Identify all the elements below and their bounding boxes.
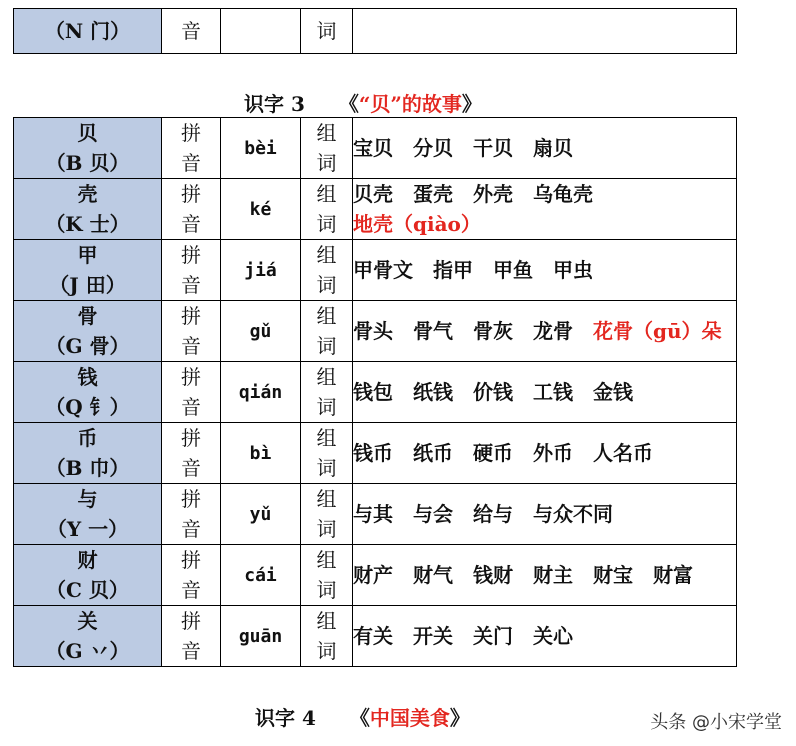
pinyin-label: 拼音 [181,121,201,175]
char-hint: （N 门） [44,19,131,43]
words-cell [353,362,737,423]
words: 与其 与会 给与 与众不同 [353,502,613,526]
pinyin-label-cell [162,362,221,423]
word-label-cell [301,545,353,606]
char-cell [14,118,162,179]
pinyin: gǔ [249,320,272,342]
char: 壳 [77,182,98,206]
words: 财产 财气 钱财 财主 财宝 财富 [353,563,693,587]
word-label-cell [301,606,353,667]
table-row [14,545,737,606]
pinyin: jiá [244,259,277,281]
pinyin: guān [238,625,283,647]
char-hint: （J 田） [49,273,126,297]
char: 钱 [77,365,98,389]
section4-label: 识字 4 [255,706,316,730]
title-close: 》 [461,92,482,116]
word-label-cell [301,9,353,54]
table-row [14,484,737,545]
char: 财 [77,548,98,572]
pinyin-label-cell [162,606,221,667]
pinyin-label: 拼音 [181,609,201,663]
pinyin-cell [221,362,301,423]
pinyin-cell [221,179,301,240]
table-row [14,362,737,423]
section3-table [13,117,737,667]
word-label-cell [301,362,353,423]
words: 宝贝 分贝 干贝 扇贝 [353,136,573,160]
char: 骨 [77,304,98,328]
table-row [14,179,737,240]
pinyin-cell [221,118,301,179]
words-cell [353,179,737,240]
section4-title-red: 中国美食 [369,706,450,730]
pinyin-label-cell [162,240,221,301]
char: 贝 [77,121,98,145]
pinyin-cell [221,484,301,545]
char-hint: （Q 钅） [45,395,130,419]
word-label: 组词 [316,548,337,602]
char-cell [14,606,162,667]
words-cell [353,606,737,667]
char-cell [14,240,162,301]
top-table [13,8,737,54]
pinyin-label: 音 [181,19,201,43]
pinyin-cell [221,606,301,667]
pinyin: yǔ [249,503,272,525]
char-hint: （Y 一） [46,517,129,541]
char: 币 [77,426,98,450]
table-row [14,118,737,179]
word-label-cell [301,118,353,179]
word-label-cell [301,240,353,301]
word-label: 组词 [316,426,337,480]
char-hint: （B 巾） [45,456,130,480]
title-open: 《 [338,92,359,116]
word-label: 组词 [316,609,337,663]
char-cell [14,484,162,545]
char-cell [14,362,162,423]
table-row [14,240,737,301]
word-label: 组词 [316,121,337,175]
words-cell [353,484,737,545]
words: 钱币 纸币 硬币 外币 人名币 [353,441,653,465]
pinyin-label: 拼音 [181,548,201,602]
words: 骨头 骨气 骨灰 龙骨 [353,319,593,343]
table-row [14,606,737,667]
words-cell [353,118,737,179]
char-cell [14,423,162,484]
words-red: 花骨（gū）朵 [593,319,722,343]
section3-label: 识字 3 [244,92,305,116]
words-cell [353,240,737,301]
word-label: 词 [316,19,337,43]
pinyin-label: 拼音 [181,182,201,236]
words-red: 地壳（qiào） [353,212,481,236]
word-label-cell [301,179,353,240]
table-row [14,423,737,484]
pinyin-label-cell [162,545,221,606]
pinyin-cell [221,423,301,484]
pinyin-label-cell [162,484,221,545]
title-close: 》 [449,706,470,730]
word-label: 组词 [316,365,337,419]
words: 有关 开关 关门 关心 [353,624,573,648]
watermark: 头条 @小宋学堂 [650,712,782,733]
char-hint: （B 贝） [45,151,130,175]
char-hint: （G 骨） [45,334,130,358]
pinyin-cell [221,9,301,54]
pinyin: bì [249,442,272,464]
pinyin-label-cell [162,9,221,54]
pinyin-label-cell [162,179,221,240]
word-label: 组词 [316,304,337,358]
words: 贝壳 蛋壳 外壳 乌龟壳 [353,182,613,206]
word-label: 组词 [316,182,337,236]
section4-title [255,702,470,731]
pinyin-label: 拼音 [181,304,201,358]
words-cell [353,9,737,54]
pinyin-label: 拼音 [181,487,201,541]
words-cell [353,545,737,606]
word-label-cell [301,301,353,362]
word-label-cell [301,423,353,484]
title-open: 《 [349,706,370,730]
char: 与 [77,487,98,511]
section3-title-red: “贝”的故事 [358,92,462,116]
pinyin: ké [249,198,272,220]
char-hint: （G 丷） [45,639,130,663]
pinyin-cell [221,545,301,606]
pinyin-label-cell [162,301,221,362]
char-cell [14,9,162,54]
pinyin: bèi [244,137,277,159]
table-row [14,301,737,362]
char-hint: （C 贝） [46,578,129,602]
pinyin-cell [221,301,301,362]
words-cell [353,301,737,362]
pinyin-label-cell [162,118,221,179]
words: 钱包 纸钱 价钱 工钱 金钱 [353,380,633,404]
pinyin: qián [238,381,283,403]
pinyin-label: 拼音 [181,426,201,480]
pinyin-label: 拼音 [181,365,201,419]
word-label: 组词 [316,243,337,297]
words-cell [353,423,737,484]
section3-title [244,88,482,117]
word-label: 组词 [316,487,337,541]
pinyin-label: 拼音 [181,243,201,297]
word-label-cell [301,484,353,545]
char-hint: （K 士） [45,212,130,236]
char: 甲 [77,243,98,267]
pinyin-cell [221,240,301,301]
pinyin: cái [244,564,277,586]
char-cell [14,545,162,606]
char-cell [14,301,162,362]
char: 关 [77,609,98,633]
char-cell [14,179,162,240]
pinyin-label-cell [162,423,221,484]
words: 甲骨文 指甲 甲鱼 甲虫 [353,258,593,282]
